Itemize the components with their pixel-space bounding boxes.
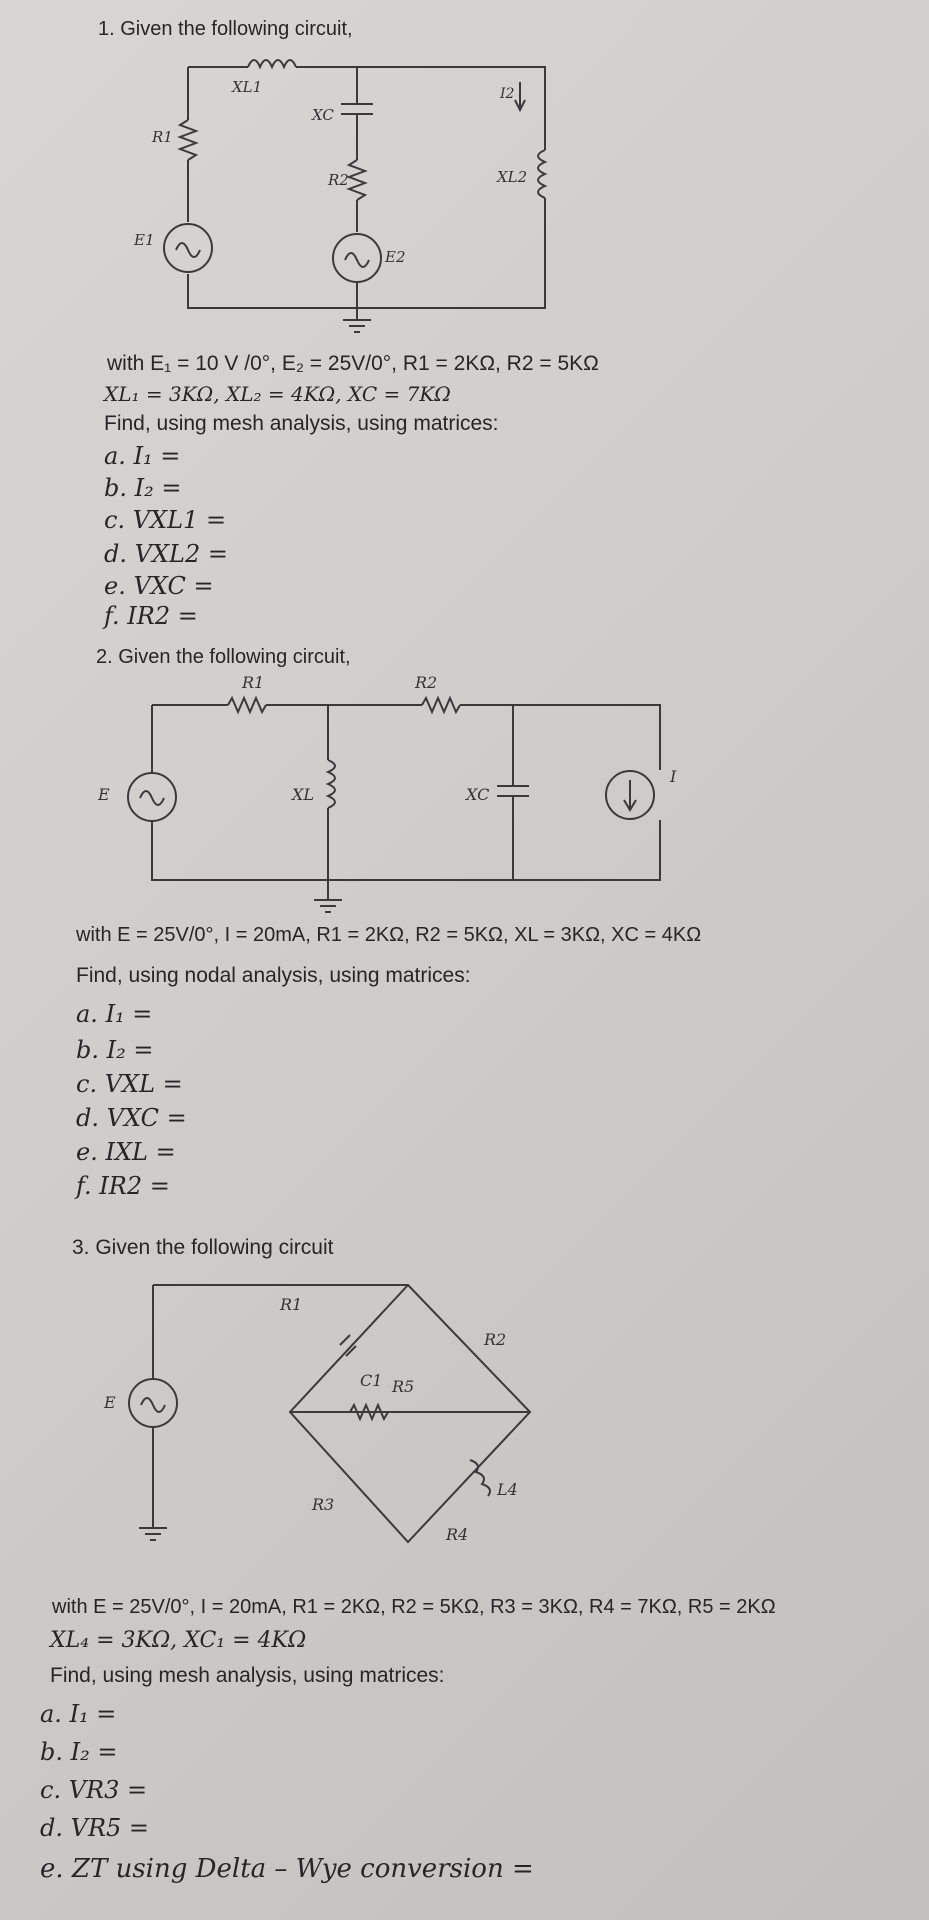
label-l4-3: L4	[497, 1480, 518, 1499]
label-xl-2: XL	[292, 785, 315, 804]
problem3-item-b: b. I₂ =	[40, 1738, 118, 1766]
circuit1	[164, 60, 545, 332]
problem3-given-line1: with E = 25V/0°, I = 20mA, R1 = 2KΩ, R2 = 5KΩ, R3 = 3KΩ, R4 = 7KΩ, R5 = 2KΩ	[52, 1596, 776, 1618]
label-e1: E1	[134, 231, 155, 249]
circuit2	[128, 698, 660, 912]
problem1-heading: 1. Given the following circuit,	[98, 18, 353, 40]
problem3-heading: 3. Given the following circuit	[72, 1236, 334, 1259]
problem1-item-d: d. VXL2 =	[104, 540, 228, 568]
r1-resistor-2	[228, 698, 266, 712]
ground1	[343, 320, 371, 332]
problem3-item-c: c. VR3 =	[40, 1776, 148, 1804]
label-r2-2: R2	[415, 673, 438, 692]
label-e-2: E	[98, 785, 110, 804]
label-r2-3: R2	[484, 1330, 507, 1349]
problem3-given-line2: XL₄ = 3KΩ, XC₁ = 4KΩ	[50, 1628, 307, 1653]
problem1-item-b: b. I₂ =	[104, 474, 182, 502]
label-i2: I2	[500, 86, 515, 102]
label-r3-3: R3	[312, 1495, 335, 1514]
problem1-given-line1: with E₁ = 10 V /0°, E₂ = 25V/0°, R1 = 2KΩ, R2 = 5KΩ	[107, 352, 599, 375]
r2-resistor-2	[422, 698, 460, 712]
r2-resistor	[349, 160, 365, 200]
c1-capacitor	[340, 1335, 356, 1356]
label-r1-2: R1	[242, 673, 265, 692]
r1-resistor	[180, 120, 196, 160]
problem2-instruction: Find, using nodal analysis, using matrices:	[76, 964, 471, 987]
label-xc: XC	[312, 106, 334, 124]
xl2-inductor	[538, 150, 545, 198]
problem2-item-f: f. IR2 =	[76, 1172, 170, 1200]
problem1-item-c: c. VXL1 =	[104, 506, 227, 534]
label-r2: R2	[328, 171, 349, 189]
xc-capacitor-2	[497, 786, 529, 796]
xl-inductor-2	[328, 760, 335, 808]
problem3-item-a: a. I₁ =	[40, 1700, 117, 1728]
problem2-item-a: a. I₁ =	[76, 1000, 153, 1028]
problem2-item-b: b. I₂ =	[76, 1036, 154, 1064]
label-r1-3: R1	[280, 1295, 303, 1314]
problem3-item-e: e. ZT using Delta – Wye conversion =	[40, 1854, 534, 1884]
problem2-item-e: e. IXL =	[76, 1138, 176, 1166]
label-xl2: XL2	[497, 168, 528, 186]
label-r4-3: R4	[446, 1525, 469, 1544]
xc-capacitor	[341, 104, 373, 114]
ground3	[139, 1528, 167, 1540]
label-e2: E2	[385, 248, 406, 266]
label-xc-2: XC	[466, 785, 490, 804]
problem3-instruction: Find, using mesh analysis, using matrices:	[50, 1664, 445, 1687]
label-r5-3: R5	[392, 1377, 415, 1396]
ground2	[314, 900, 342, 912]
label-e-3: E	[104, 1393, 116, 1412]
problem2-item-d: d. VXC =	[76, 1104, 187, 1132]
problem1-given-line2: XL₁ = 3KΩ, XL₂ = 4KΩ, XC = 7KΩ	[104, 382, 451, 406]
label-r1: R1	[152, 128, 173, 146]
problem1-item-f: f. IR2 =	[104, 602, 198, 630]
problem2-given-line1: with E = 25V/0°, I = 20mA, R1 = 2KΩ, R2 = 5KΩ, XL = 3KΩ, XC = 4KΩ	[76, 924, 702, 946]
problem1-item-a: a. I₁ =	[104, 442, 181, 470]
problem2-heading: 2. Given the following circuit,	[96, 646, 351, 668]
label-c1-3: C1	[360, 1371, 383, 1390]
problem1-item-e: e. VXC =	[104, 572, 214, 600]
label-i-2: I	[670, 767, 677, 786]
problem2-item-c: c. VXL =	[76, 1070, 183, 1098]
problem3-item-d: d. VR5 =	[40, 1814, 150, 1842]
xl1-inductor	[248, 60, 296, 67]
problem1-instruction: Find, using mesh analysis, using matrices:	[104, 412, 499, 435]
label-xl1: XL1	[232, 78, 263, 96]
